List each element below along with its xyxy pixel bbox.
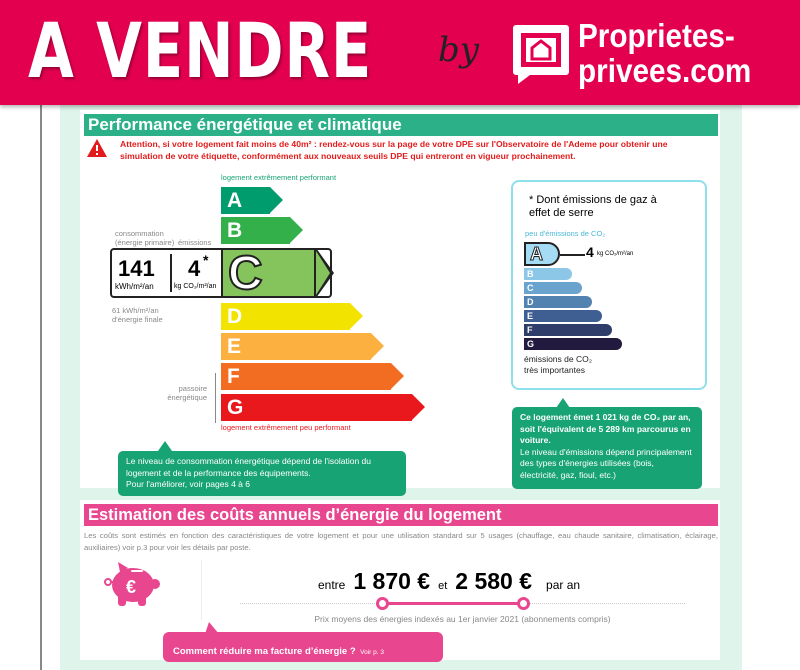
consumption-value: 141: [118, 256, 155, 281]
piggy-bank-icon: [102, 558, 160, 608]
class-bar-e: E: [221, 333, 371, 360]
class-bar-f: F: [221, 363, 391, 390]
passoire-sub: énergétique: [167, 393, 207, 402]
emissions-star: *: [203, 252, 209, 268]
per-year-label: par an: [546, 578, 581, 592]
warning-icon: [86, 138, 108, 158]
banner-title: A VENDRE: [28, 6, 373, 95]
warning-text: Attention, si votre logement fait moins de 40m² : rendez-vous sur la page de votre DPE sur l'Observatoire de l'Ademe pour obtenir une simulation de votre étiquette, conformément aux nouveaux seuils DPE qui entreront en vigueur prochainement.: [120, 139, 668, 161]
consumption-unit: kWh/m²/an: [115, 282, 154, 291]
ges-bar-b: B: [524, 268, 572, 280]
improve-pages-link[interactable]: Pour l'améliorer, voir pages 4 à 6: [126, 479, 250, 489]
bubble-pointer: [158, 441, 172, 451]
brand-name: [578, 18, 751, 88]
ges-info-text: Le niveau d'émissions dépend principalement des types d'énergies utilisées (bois, électricité, gaz, fioul, etc.): [520, 446, 692, 480]
top-performance-label: logement extrêmement performant: [221, 173, 337, 182]
ges-class-a-current: A: [524, 242, 560, 266]
ges-unit: kg CO₂/m²/an: [597, 251, 634, 257]
final-energy-sub: d'énergie finale: [112, 315, 163, 324]
cost-range: [318, 568, 580, 595]
ges-connector-line: [560, 254, 585, 256]
consumption-label-text: consommation: [115, 229, 164, 238]
passoire-line: [215, 373, 216, 423]
ges-value: 4: [586, 244, 594, 260]
ges-title-text: Dont émissions de gaz à effet de serre: [529, 194, 657, 219]
cost-min: 1 870 €: [353, 568, 431, 594]
ges-star: *: [529, 194, 534, 206]
ges-bar-e: E: [524, 310, 602, 322]
class-bar-b: B: [221, 217, 290, 244]
svg-text:€: €: [126, 577, 137, 597]
ges-bar-c: C: [524, 282, 582, 294]
ges-title: [529, 194, 679, 220]
final-energy-label: [112, 306, 163, 324]
consumption-label: [115, 229, 174, 247]
ges-bar-g: G: [524, 338, 622, 350]
divider: [170, 254, 172, 292]
class-bar-d: D: [221, 303, 350, 330]
cost-max: 2 580 €: [455, 568, 533, 594]
costs-description: Les coûts sont estimés en fonction des caractéristiques de votre logement et pour une utilisation standard sur 5 usages (chauffage, eau chaude sanitaire, climatisation, éclairage, auxiliaires) voir p.3 pour voir les détails par poste.: [84, 531, 718, 552]
brand-line1: Proprietes-: [578, 17, 735, 54]
consumption-info-bubble: [118, 451, 406, 496]
emissions-unit: kg CO₂/m²/an: [174, 283, 217, 290]
ges-info-bubble: [512, 407, 702, 489]
range-max-marker: [517, 597, 530, 610]
cta-label: Comment réduire ma facture d’énergie ?: [173, 646, 356, 657]
vertical-divider: [201, 560, 202, 620]
ges-bar-d: D: [524, 296, 592, 308]
cta-ref: Voir p. 3: [360, 649, 384, 656]
between-label: entre: [318, 578, 346, 592]
emissions-value: 4: [188, 256, 201, 281]
bottom-performance-label: logement extrêmement peu performant: [221, 423, 351, 432]
banner-by: by: [438, 30, 479, 70]
passoire-label: [165, 384, 207, 402]
class-bar-g: G: [221, 394, 412, 421]
ges-info-bold: Ce logement émet 1 021 kg de CO₂ par an, soit l'équivalent de 5 289 km parcourus en voiture.: [520, 412, 691, 445]
consumption-sub: (énergie primaire): [115, 238, 175, 247]
ges-top-label: peu d'émissions de CO₂: [525, 229, 606, 238]
range-fill: [383, 602, 523, 605]
ges-bar-f: F: [524, 324, 612, 336]
final-energy-value: 61 kWh/m²/an: [112, 306, 159, 315]
range-min-marker: [376, 597, 389, 610]
reduce-bill-button[interactable]: [163, 632, 443, 662]
sale-banner: [0, 0, 800, 105]
house-logo-icon: [512, 23, 570, 85]
current-class-letter: C: [228, 247, 263, 300]
and-label: et: [438, 580, 448, 592]
emissions-label: émissions: [178, 238, 212, 247]
consumption-info-text: Le niveau de consommation énergétique dépend de l'isolation du logement et de la performance des équipements.: [126, 456, 371, 478]
class-bar-c-tip-fill: [316, 251, 330, 295]
costs-title: Estimation des coûts annuels d’énergie du logement: [84, 504, 718, 526]
price-note: Prix moyens des énergies indexés au 1er janvier 2021 (abonnements compris): [314, 614, 611, 624]
class-bar-a: A: [221, 187, 270, 214]
passoire-text: passoire: [178, 384, 207, 393]
ges-bottom-label: émissions de CO₂ très importantes: [524, 354, 593, 375]
brand-line2: privees.com: [578, 52, 752, 89]
dpe-title: Performance énergétique et climatique: [84, 114, 718, 136]
